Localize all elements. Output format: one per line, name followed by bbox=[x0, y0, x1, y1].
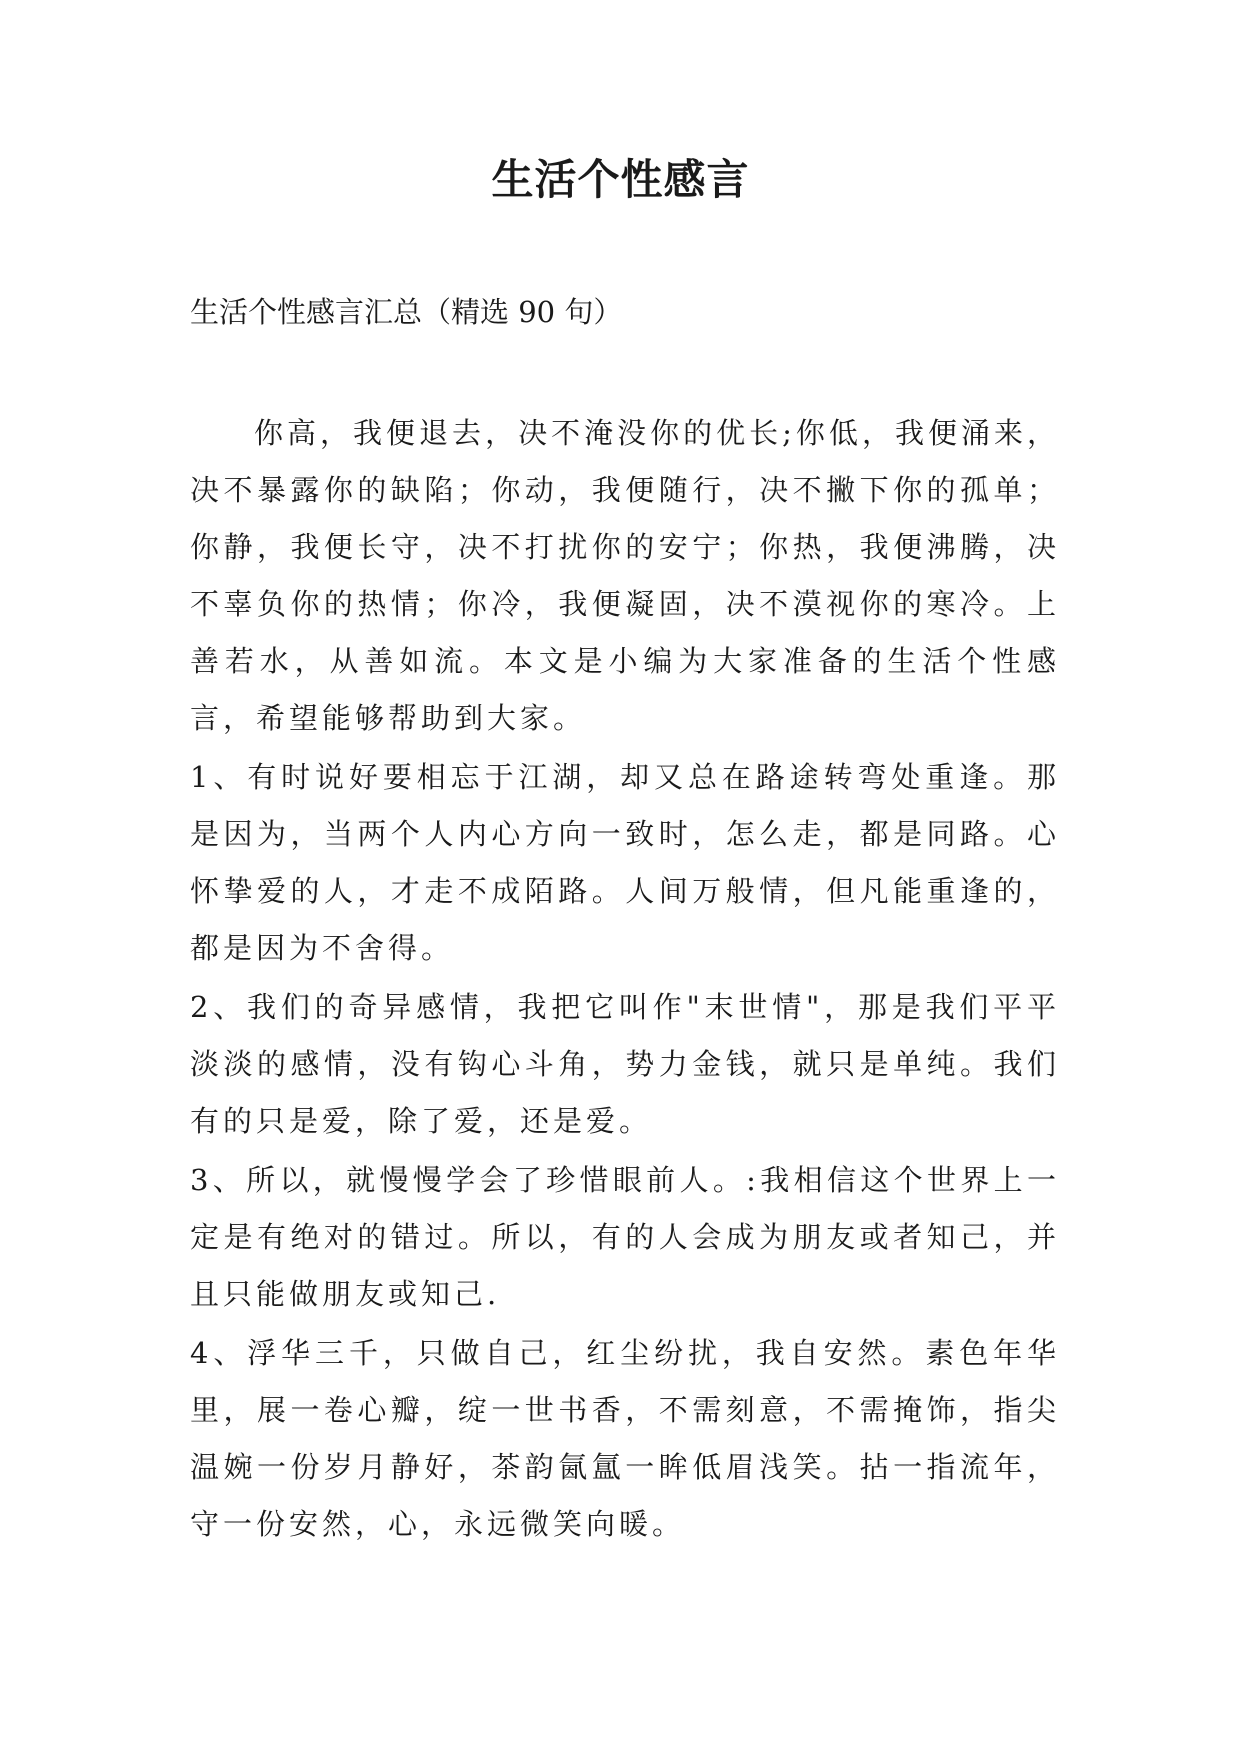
list-item: 3、所以，就慢慢学会了珍惜眼前人。:我相信这个世界上一定是有绝对的错过。所以，有的人会成为朋友或者知己，并且只能做朋友或知己. bbox=[190, 1163, 1060, 1311]
list-item: 4、浮华三千，只做自己，红尘纷扰，我自安然。素色年华里，展一卷心瓣，绽一世书香，不需刻意，不需掩饰，指尖温婉一份岁月静好，茶韵氤氲一眸低眉浅笑。拈一指流年，守一份安然，心，永远微笑向暖。 bbox=[190, 1336, 1060, 1541]
list-item: 2、我们的奇异感情，我把它叫作"末世情"，那是我们平平淡淡的感情，没有钩心斗角，势力金钱，就只是单纯。我们有的只是爱，除了爱，还是爱。 bbox=[190, 990, 1060, 1138]
list-item: 1、有时说好要相忘于江湖，却又总在路途转弯处重逢。那是因为，当两个人内心方向一致时，怎么走，都是同路。心怀挚爱的人，才走不成陌路。人间万般情，但凡能重逢的，都是因为不舍得。 bbox=[190, 760, 1060, 965]
intro-paragraph: 你高，我便退去，决不淹没你的优长;你低，我便涌来，决不暴露你的缺陷；你动，我便随行，决不撇下你的孤单；你静，我便长守，决不打扰你的安宁；你热，我便沸腾，决不辜负你的热情；你冷，我便凝固，决不漠视你的寒冷。上善若水，从善如流。本文是小编为大家准备的生活个性感言，希望能够帮助到大家。 bbox=[190, 416, 1060, 735]
document-subtitle: 生活个性感言汇总（精选 90 句） bbox=[190, 295, 623, 329]
document-title: 生活个性感言 bbox=[491, 155, 750, 204]
document-body bbox=[190, 405, 1060, 1555]
